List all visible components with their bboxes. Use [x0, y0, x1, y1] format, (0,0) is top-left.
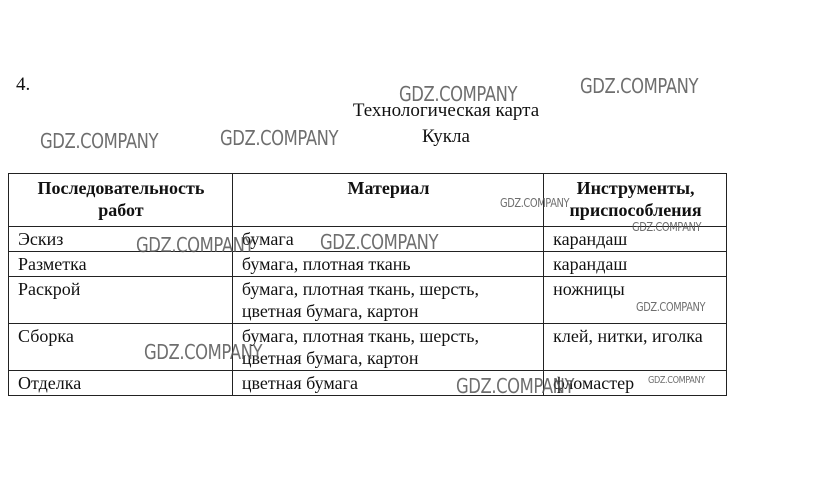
cell-material: бумага, плотная ткань, шерсть, цветная бумага, картон — [232, 277, 543, 324]
table-row — [9, 252, 727, 277]
cell-step: Эскиз — [9, 227, 233, 252]
cell-tools: клей, нитки, иголка — [544, 324, 727, 371]
table-row — [9, 371, 727, 396]
watermark: GDZ.COMPANY — [40, 129, 159, 153]
task-number: 4. — [16, 74, 31, 95]
watermark: GDZ.COMPANY — [144, 340, 263, 364]
watermark: GDZ.COMPANY — [648, 375, 705, 386]
cell-material: бумага, плотная ткань — [232, 252, 543, 277]
cell-step: Сборка — [9, 324, 233, 371]
technology-card-table — [8, 173, 727, 396]
table-row — [9, 324, 727, 371]
watermark: GDZ.COMPANY — [456, 374, 575, 398]
header-tools: Инструменты, приспособления — [544, 174, 727, 227]
header-material: Материал — [232, 174, 543, 227]
watermark: GDZ.COMPANY — [220, 126, 339, 150]
watermark: GDZ.COMPANY — [580, 74, 699, 98]
header-sequence: Последовательность работ — [9, 174, 233, 227]
table-row — [9, 277, 727, 324]
watermark: GDZ.COMPANY — [636, 300, 706, 314]
watermark: GDZ.COMPANY — [399, 82, 518, 106]
cell-step: Отделка — [9, 371, 233, 396]
cell-tools: карандаш — [544, 252, 727, 277]
cell-material: бумага — [232, 227, 543, 252]
cell-tools: карандаш — [544, 227, 727, 252]
document-subtitle: Кукла — [422, 126, 470, 147]
watermark: GDZ.COMPANY — [500, 196, 570, 210]
cell-tools: ножницы — [544, 277, 727, 324]
watermark: GDZ.COMPANY — [632, 220, 702, 234]
cell-step: Разметка — [9, 252, 233, 277]
watermark: GDZ.COMPANY — [320, 230, 439, 254]
cell-step: Раскрой — [9, 277, 233, 324]
document-title: Технологическая карта — [352, 100, 540, 121]
watermark: GDZ.COMPANY — [136, 233, 255, 257]
cell-tools: фломастер — [544, 371, 727, 396]
table-header-row — [9, 174, 727, 227]
cell-material: бумага, плотная ткань, шерсть, цветная бумага, картон — [232, 324, 543, 371]
cell-material: цветная бумага — [232, 371, 543, 396]
